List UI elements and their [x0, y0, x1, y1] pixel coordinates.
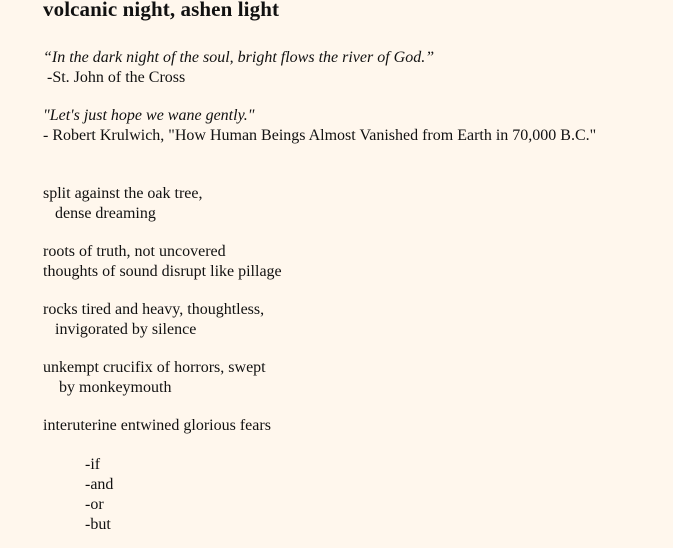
stanza-3-line-2: invigorated by silence	[43, 321, 197, 338]
epigraph-1-attribution: -St. John of the Cross	[43, 69, 186, 86]
stanza-5-line-1: interuterine entwined glorious fears	[43, 417, 271, 434]
stanza-6-line-2: -and	[85, 476, 114, 493]
epigraph-2-attribution: - Robert Krulwich, "How Human Beings Almost Vanished from Earth in 70,000 B.C."	[43, 127, 597, 144]
stanza-6-line-4: -but	[85, 516, 111, 533]
stanza-2-line-2: thoughts of sound disrupt like pillage	[43, 263, 282, 280]
poem-title: volcanic night, ashen light	[43, 0, 280, 21]
epigraph-1-quote: “In the dark night of the soul, bright flows the river of God.”	[43, 49, 435, 66]
stanza-4-line-2: by monkeymouth	[43, 379, 172, 396]
stanza-3-line-1: rocks tired and heavy, thoughtless,	[43, 301, 265, 318]
stanza-1-line-1: split against the oak tree,	[43, 185, 203, 202]
stanza-2-line-1: roots of truth, not uncovered	[43, 243, 226, 260]
stanza-4-line-1: unkempt crucifix of horrors, swept	[43, 359, 266, 376]
stanza-1-line-2: dense dreaming	[43, 205, 156, 222]
stanza-6-line-3: -or	[85, 496, 104, 513]
epigraph-2-quote: "Let's just hope we wane gently."	[43, 107, 255, 124]
stanza-6-line-1: -if	[85, 456, 101, 473]
